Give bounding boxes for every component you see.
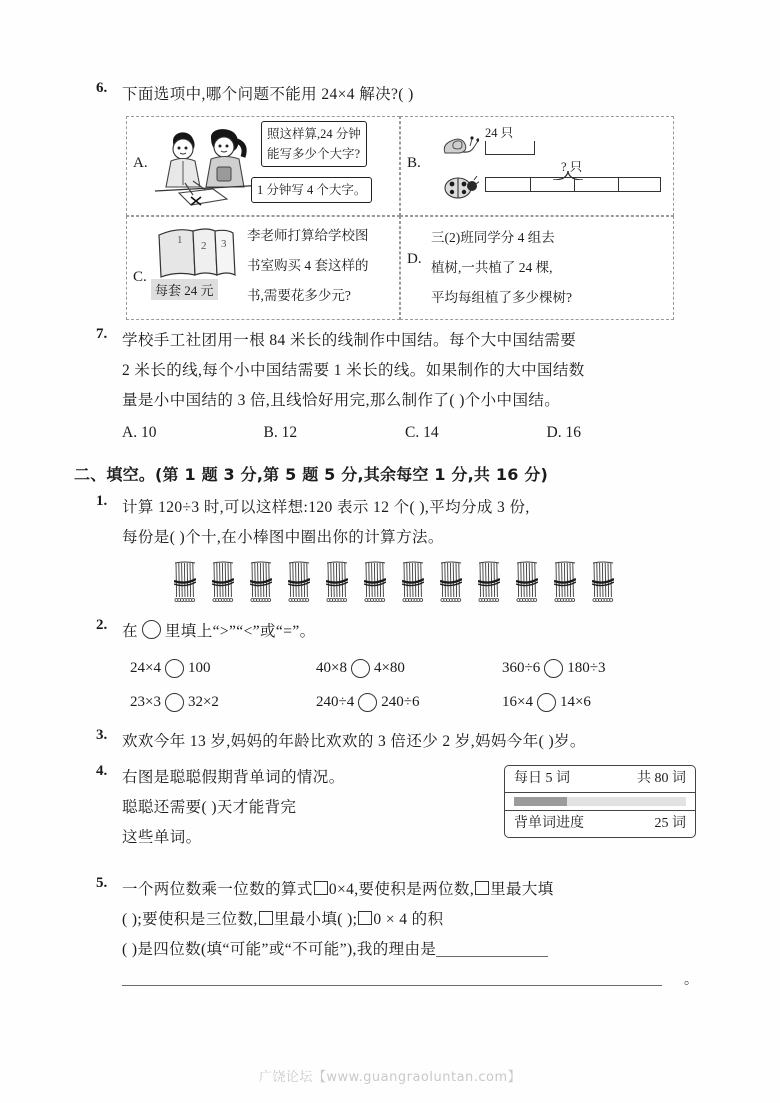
option-a-letter: A.	[133, 155, 148, 171]
question-6-number: 6.	[96, 80, 108, 96]
q5-line3: ( )是四位数(填“可能”或“不可能”),我的理由是	[122, 941, 437, 958]
q5-line2-a: ( );要使积是三位数,	[122, 911, 258, 928]
option-c-letter: C.	[133, 269, 147, 285]
stick-bundle	[592, 561, 614, 607]
card-row-daily	[505, 766, 695, 792]
blank-square[interactable]	[475, 881, 489, 895]
fill-question-4-line2: 聪聪还需要( )天才能背完	[122, 799, 297, 816]
fill-question-2	[96, 617, 688, 719]
q5-line2-b: 里最小填( );	[273, 911, 358, 928]
option-a-bubble-fact: 1 分钟写 4 个大字。	[251, 177, 372, 203]
stick-bundle	[440, 561, 462, 607]
section-2-heading: 二、填空。(第 1 题 3 分,第 5 题 5 分,其余每空 1 分,共 16 分)	[74, 465, 549, 484]
question-7-choices	[122, 418, 688, 448]
option-c-line1: 李老师打算给学校图	[247, 228, 369, 243]
cmp-right: 14×6	[559, 694, 591, 710]
stick-bundle	[212, 561, 234, 607]
option-c-line3: 书,需要花多少元?	[247, 288, 351, 303]
blank-square[interactable]	[259, 911, 273, 925]
cmp-left: 16×4	[502, 694, 533, 710]
fill-question-1-line1: 计算 120÷3 时,可以这样想:120 表示 12 个( ),平均分成 3 份,	[122, 499, 530, 516]
answer-circle[interactable]	[165, 693, 184, 712]
option-b-letter: B.	[407, 155, 421, 171]
stick-bundle	[174, 561, 196, 607]
fill-question-3-line1: 欢欢今年 13 岁,妈妈的年龄比欢欢的 3 倍还少 2 岁,妈妈今年( )岁。	[122, 733, 586, 750]
cmp-right: 4×80	[373, 660, 405, 676]
question-7-choice-b[interactable]: B. 12	[263, 424, 298, 441]
question-7-choice-c[interactable]: C. 14	[405, 424, 439, 441]
question-7-line3: 量是小中国结的 3 倍,且线恰好用完,那么制作了( )个小中国结。	[122, 392, 561, 409]
word-progress-card	[504, 765, 696, 838]
stick-bundle	[364, 561, 386, 607]
q5-line1-b: 0×4,要使积是两位数,	[328, 881, 475, 898]
option-d-line1: 三(2)班同学分 4 组去	[431, 230, 555, 245]
fill-question-1-line2: 每份是( )个十,在小棒图中圈出你的计算方法。	[122, 529, 444, 546]
answer-circle[interactable]	[537, 693, 556, 712]
stick-bundle	[516, 561, 538, 607]
answer-circle[interactable]	[358, 693, 377, 712]
comparison-item	[130, 685, 316, 719]
option-b-top-label: 24 只	[485, 126, 514, 140]
stick-bundle	[402, 561, 424, 607]
fill-question-5-number: 5.	[96, 875, 108, 891]
option-a-bubble-line1: 照这样算,24 分钟	[267, 127, 361, 141]
question-7-line2: 2 米长的线,每个小中国结需要 1 米长的线。如果制作的大中国结数	[122, 362, 585, 379]
total-words-label: 共 80 词	[637, 771, 686, 786]
comparison-row	[130, 651, 688, 685]
cmp-right: 240÷6	[381, 694, 420, 710]
books-stack-illustration	[155, 223, 239, 279]
q5-line2-c: 0 × 4 的积	[373, 911, 444, 928]
stick-bundle	[288, 561, 310, 607]
fill-question-2-prompt-a: 在	[122, 623, 138, 640]
option-a-bubble-question	[261, 121, 367, 167]
comparison-item	[502, 651, 688, 685]
fill-question-4-line1: 右图是聪聪假期背单词的情况。	[122, 769, 345, 786]
question-7-choice-a[interactable]: A. 10	[122, 424, 157, 441]
cmp-left: 23×3	[130, 694, 161, 710]
card-row-progress	[505, 811, 695, 837]
blank-square[interactable]	[314, 881, 328, 895]
stick-bundle	[478, 561, 500, 607]
comparison-item	[130, 651, 316, 685]
answer-circle[interactable]	[544, 659, 563, 678]
answer-circle[interactable]	[351, 659, 370, 678]
answer-rule-line	[122, 985, 662, 986]
svg-text:2: 2	[201, 240, 207, 252]
question-7	[96, 326, 688, 448]
option-d-line2: 植树,一共植了 24 棵,	[431, 260, 553, 275]
q5-line1-a: 一个两位数乘一位数的算式	[122, 881, 313, 898]
option-c-cell[interactable]	[126, 216, 400, 320]
snail-icon	[439, 127, 479, 157]
worksheet-content	[74, 80, 698, 997]
reason-answer-line[interactable]	[122, 965, 698, 995]
daily-words-label: 每日 5 词	[514, 771, 570, 786]
cmp-left: 360÷6	[502, 660, 541, 676]
card-divider	[505, 792, 695, 793]
blank-square[interactable]	[358, 911, 372, 925]
option-d-cell[interactable]	[400, 216, 674, 320]
q5-line1-c: 里最大填	[490, 881, 554, 898]
option-a-cell[interactable]	[126, 116, 400, 216]
option-b-bottom-label: ? 只	[561, 160, 583, 174]
comparison-item	[502, 685, 688, 719]
fill-question-2-prompt-b: 里填上“>”“<”或“=”。	[164, 623, 316, 640]
cmp-right: 32×2	[187, 694, 219, 710]
stick-bundle	[250, 561, 272, 607]
progress-label: 背单词进度	[514, 816, 584, 832]
ladybug-icon	[439, 171, 479, 201]
comparison-item	[316, 685, 502, 719]
question-7-number: 7.	[96, 326, 108, 342]
cmp-left: 24×4	[130, 660, 161, 676]
cmp-left: 240÷4	[316, 694, 355, 710]
cmp-right: 180÷3	[567, 660, 606, 676]
progress-value: 25 词	[654, 816, 686, 832]
fill-question-5-line3	[122, 935, 688, 965]
stick-bundle	[554, 561, 576, 607]
option-c-text	[247, 221, 407, 311]
fill-question-5-line2	[122, 905, 688, 935]
fill-question-4	[96, 763, 688, 853]
comparison-item	[316, 651, 502, 685]
comparison-row	[130, 685, 688, 719]
fill-question-2-prompt	[122, 617, 688, 647]
progress-bar-track	[514, 797, 686, 806]
fill-question-1	[96, 493, 688, 607]
cmp-right: 100	[187, 660, 211, 676]
option-b-cell[interactable]	[400, 116, 674, 216]
question-7-choice-d[interactable]: D. 16	[546, 424, 581, 441]
comparison-rows	[130, 651, 688, 719]
option-d-line3: 平均每组植了多少棵树?	[431, 290, 572, 305]
progress-bar-fill	[514, 797, 567, 806]
fill-question-5-line1	[122, 875, 688, 905]
fill-question-1-number: 1.	[96, 493, 108, 509]
fill-question-3	[96, 727, 688, 757]
option-b-brace-icon	[553, 171, 583, 180]
fill-question-5	[96, 875, 698, 995]
footer-watermark: 广饶论坛【www.guangraoluntan.com】	[258, 1070, 522, 1085]
question-7-line1: 学校手工社团用一根 84 米长的线制作中国结。每个大中国结需要	[122, 332, 577, 349]
reason-inline-rule[interactable]	[436, 956, 548, 957]
svg-text:1: 1	[177, 234, 183, 246]
question-6-options	[126, 116, 674, 320]
answer-circle[interactable]	[165, 659, 184, 678]
question-6-stem: 下面选项中,哪个问题不能用 24×4 解决?( )	[122, 86, 414, 103]
fill-question-4-line3: 这些单词。	[122, 829, 202, 846]
sentence-period: 。	[684, 973, 698, 988]
option-d-letter: D.	[407, 251, 422, 267]
fill-question-3-number: 3.	[96, 727, 108, 743]
fill-question-4-number: 4.	[96, 763, 108, 779]
option-c-line2: 书室购买 4 套这样的	[247, 258, 369, 273]
question-6	[96, 80, 688, 320]
option-c-price-tag: 每套 24 元	[151, 279, 218, 300]
option-b-top-bar	[485, 141, 535, 155]
svg-text:3: 3	[221, 238, 227, 250]
cmp-left: 40×8	[316, 660, 347, 676]
answer-circle[interactable]	[142, 620, 161, 639]
option-d-text	[431, 221, 667, 313]
stick-bundle	[326, 561, 348, 607]
fill-question-2-number: 2.	[96, 617, 108, 633]
stick-bundles-diagram	[174, 561, 688, 607]
option-a-bubble-line2: 能写多少个大字?	[267, 147, 361, 161]
